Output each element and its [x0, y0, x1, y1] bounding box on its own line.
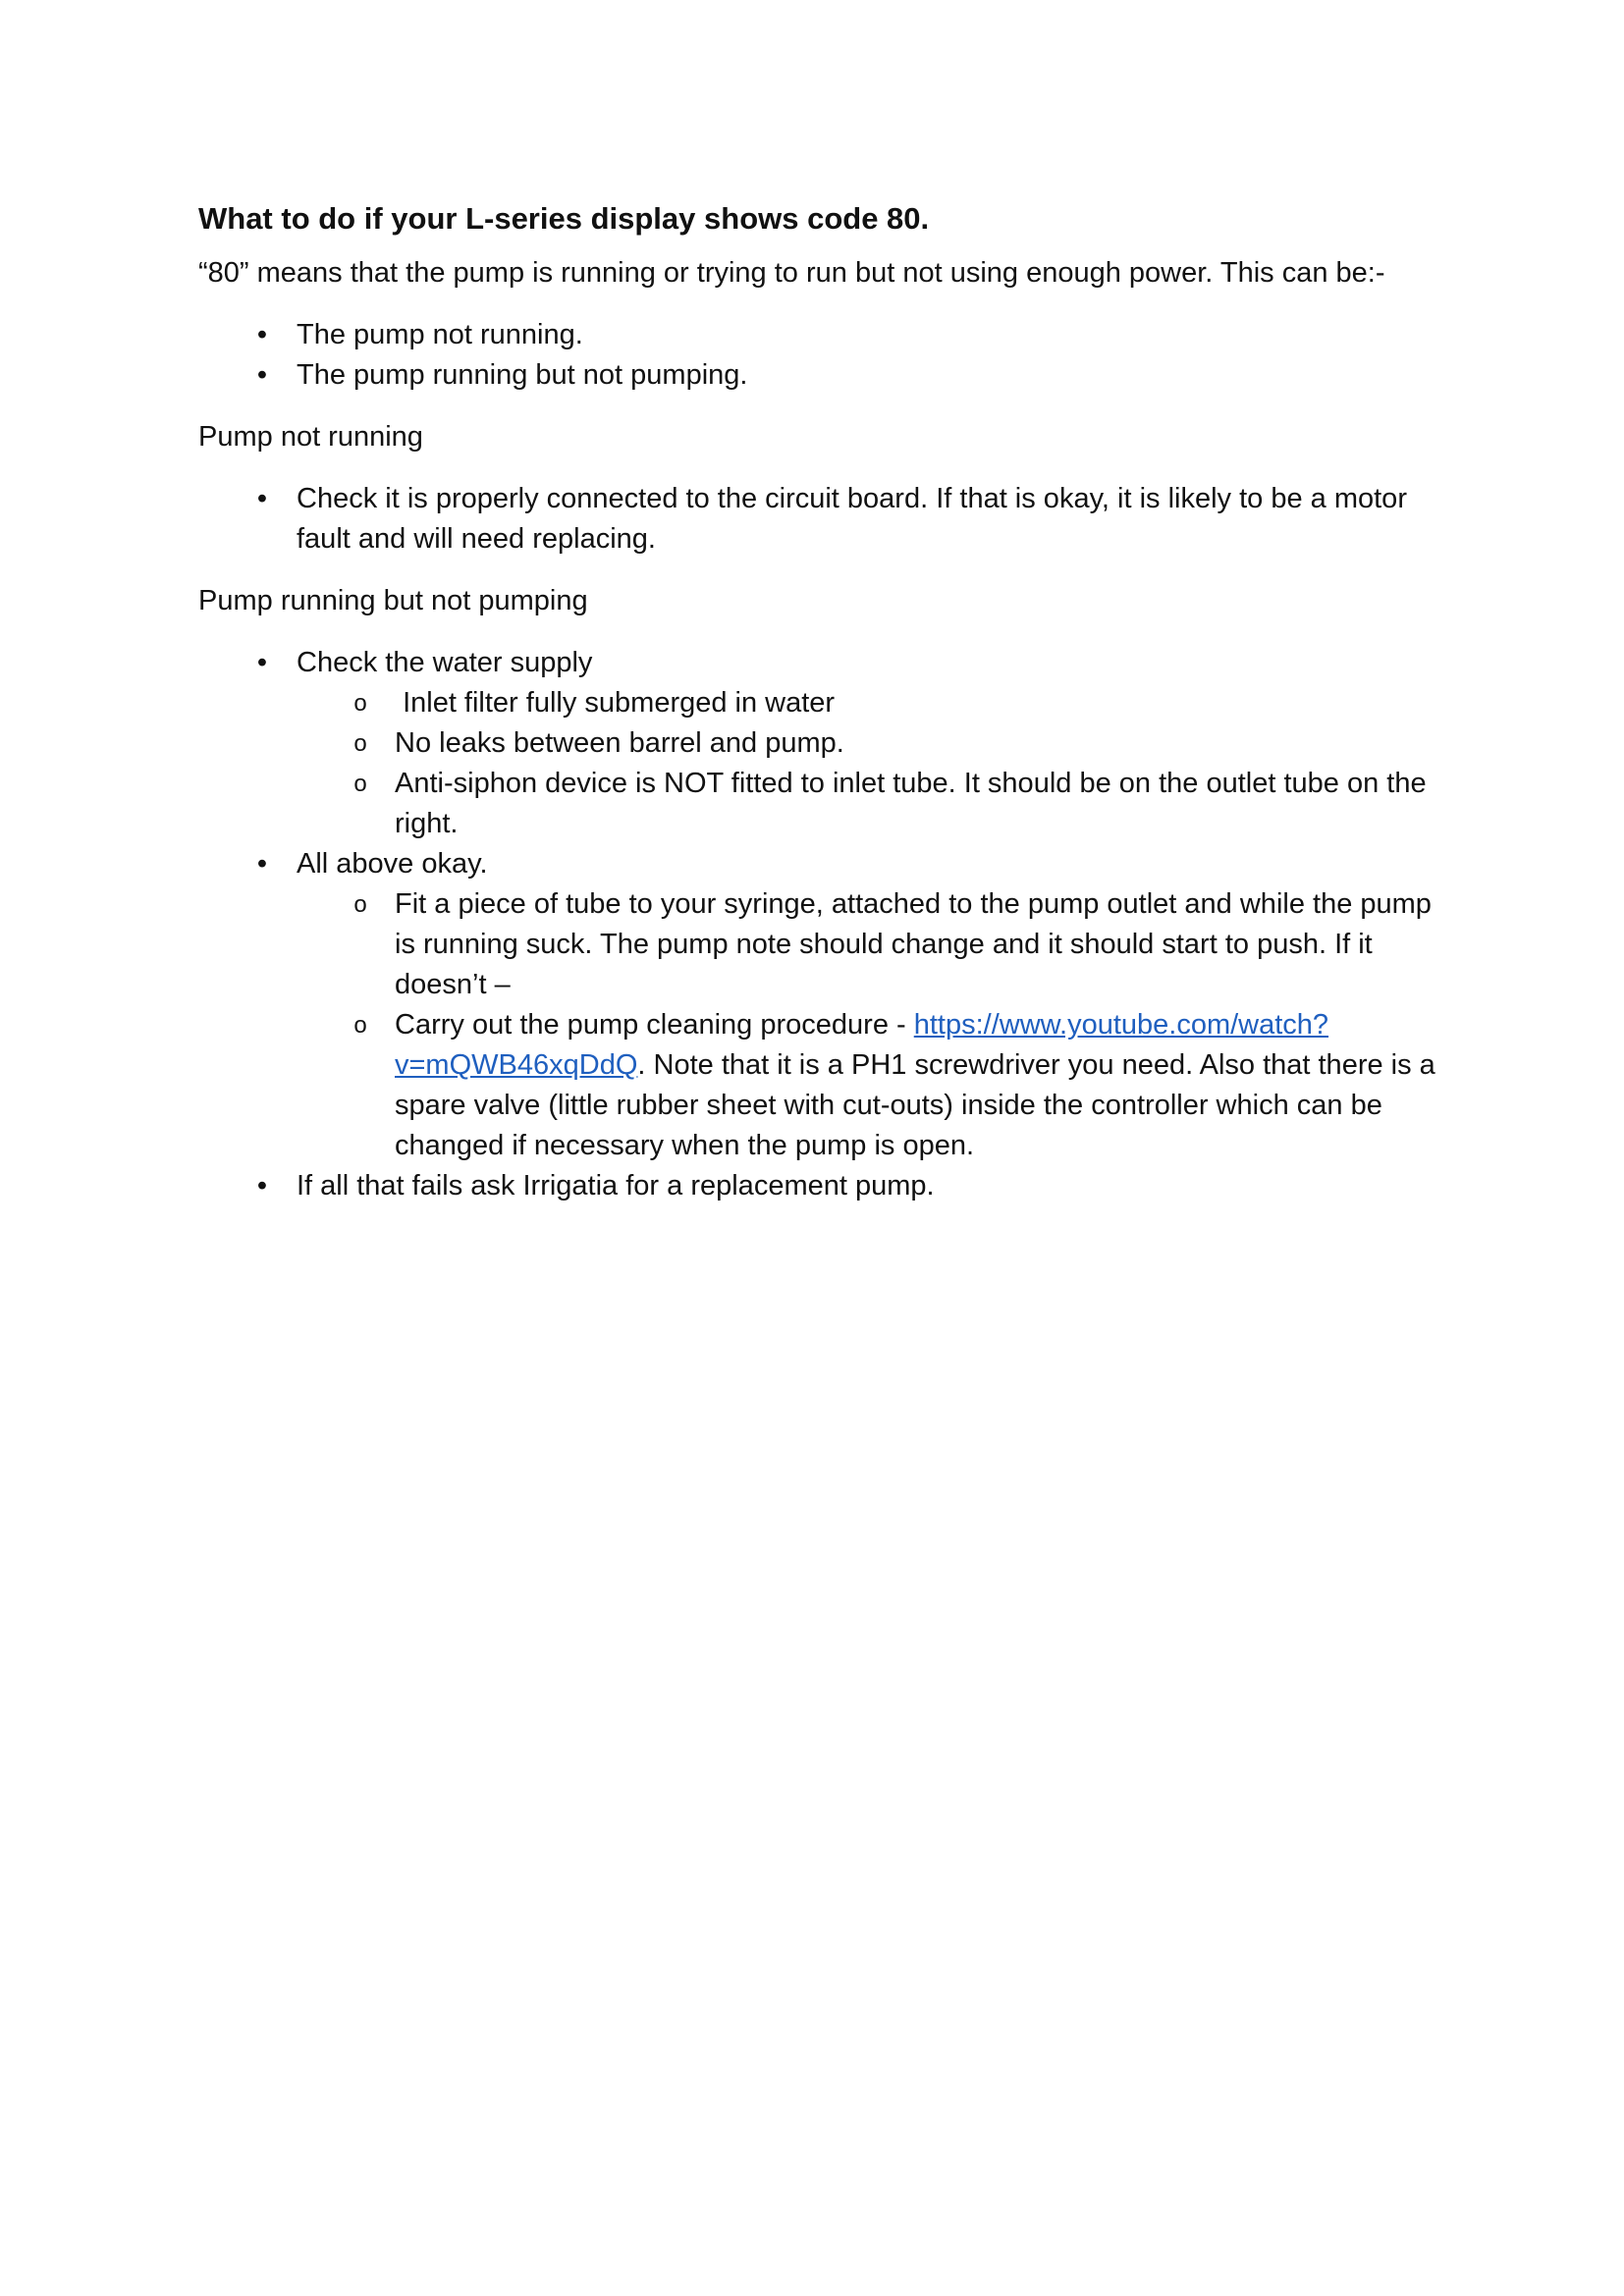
sub-list-item-text: Inlet filter fully submerged in water	[395, 687, 836, 719]
document-page	[198, 196, 1435, 1228]
all-okay-sublist	[297, 884, 1435, 1166]
bullet-icon: •	[256, 319, 268, 350]
circle-bullet-icon: o	[353, 690, 367, 717]
sub-list-item-text	[395, 1009, 1435, 1161]
list-item-text: If all that fails ask Irrigatia for a replacement pump.	[297, 1170, 935, 1201]
cleaning-procedure-note: . Note that it is a PH1 screwdriver you need. Also that there is a spare valve (little rubber sheet with cut-outs) inside the controller which can be changed if necessary when the pump is open.	[395, 1049, 1435, 1161]
pump-not-pumping-list	[198, 643, 1435, 1206]
sub-list-item-text: Fit a piece of tube to your syringe, attached to the pump outlet and while the pump is running suck. The pump note should change and it should start to push. If it doesn’t –	[395, 888, 1432, 1000]
list-item	[198, 355, 1435, 396]
list-item	[198, 643, 1435, 844]
sub-list-item-text: No leaks between barrel and pump.	[395, 727, 844, 759]
bullet-icon: •	[256, 1170, 268, 1201]
list-item	[198, 844, 1435, 1166]
sub-list-item	[198, 764, 1435, 844]
circle-bullet-icon: o	[353, 771, 367, 797]
document-title: What to do if your L-series display shows code 80.	[198, 201, 930, 236]
pump-not-running-list	[198, 479, 1435, 560]
section-heading-pump-not-running: Pump not running	[198, 421, 423, 453]
sub-list-item	[198, 1005, 1435, 1166]
water-supply-sublist	[297, 683, 1435, 844]
cleaning-procedure-text: Carry out the pump cleaning procedure -	[395, 1009, 914, 1041]
section-heading-pump-not-pumping: Pump running but not pumping	[198, 585, 588, 616]
list-item-text: The pump running but not pumping.	[297, 359, 748, 391]
circle-bullet-icon: o	[353, 891, 367, 918]
list-item-text: The pump not running.	[297, 319, 583, 350]
sub-list-item	[198, 683, 1435, 723]
bullet-icon: •	[256, 647, 268, 678]
list-item	[198, 315, 1435, 355]
circle-bullet-icon: o	[353, 730, 367, 757]
list-item	[198, 1166, 1435, 1206]
intro-paragraph: “80” means that the pump is running or trying to run but not using enough power. This can be:-	[198, 257, 1385, 289]
causes-list	[198, 315, 1435, 396]
list-item-text: Check the water supply	[297, 647, 593, 678]
list-item-text: All above okay.	[297, 848, 488, 880]
sub-list-item	[198, 723, 1435, 764]
circle-bullet-icon: o	[353, 1012, 367, 1039]
list-item	[198, 479, 1435, 560]
sub-list-item	[198, 884, 1435, 1005]
bullet-icon: •	[256, 483, 268, 514]
youtube-video-link[interactable]: https://www.youtube.com/watch?v=mQWB46xqDdQ	[395, 1009, 1329, 1081]
bullet-icon: •	[256, 359, 268, 391]
bullet-icon: •	[256, 848, 268, 880]
sub-list-item-text: Anti-siphon device is NOT fitted to inlet tube. It should be on the outlet tube on the right.	[395, 768, 1427, 839]
list-item-text: Check it is properly connected to the circuit board. If that is okay, it is likely to be a motor fault and will need replacing.	[297, 483, 1407, 555]
